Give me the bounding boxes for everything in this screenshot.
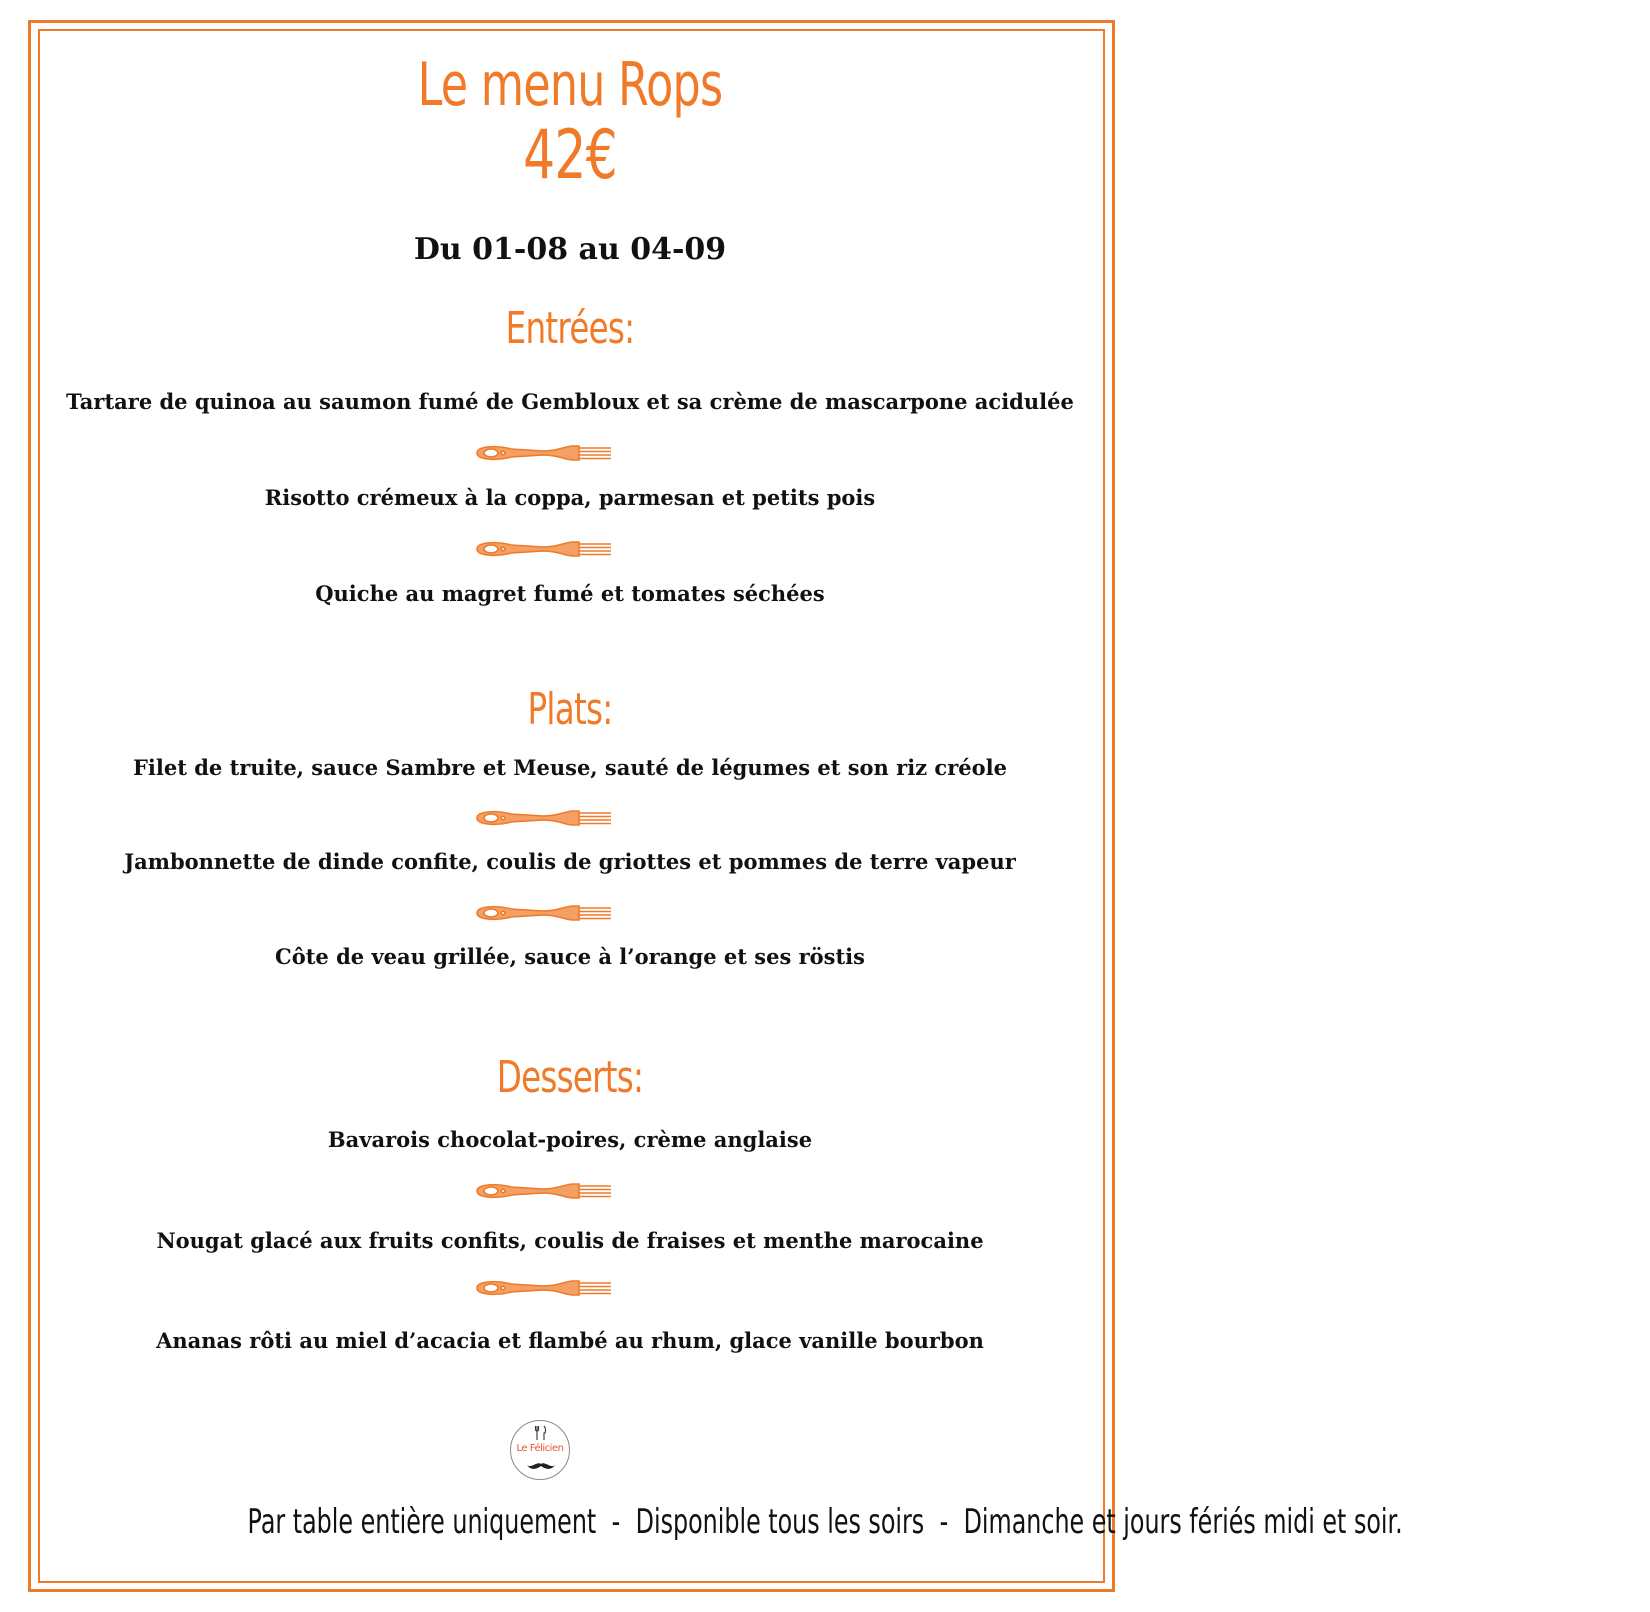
menu-title: Le menu Rops <box>417 50 723 120</box>
dish-item: Nougat glacé aux fruits confits, coulis de fraises et menthe marocaine <box>156 1228 984 1253</box>
footer-separator: - <box>611 1502 621 1542</box>
footer-note-table: Par table entière uniquement <box>247 1502 597 1542</box>
dish-item: Quiche au magret fumé et tomates séchées <box>315 581 825 606</box>
section-heading-desserts: Desserts: <box>496 1052 644 1103</box>
footer-note-evenings: Disponible tous les soirs <box>635 1502 925 1542</box>
logo-name: Le Félicien <box>516 1443 564 1454</box>
fork-divider-icon <box>473 807 615 829</box>
menu-dates: Du 01-08 au 04-09 <box>413 232 727 267</box>
fork-divider-icon <box>473 1277 615 1299</box>
menu-price: 42€ <box>523 116 617 195</box>
mustache-icon <box>527 1461 555 1471</box>
dish-item: Côte de veau grillée, sauce à l’orange et ses röstis <box>275 944 865 969</box>
footer-note-sundays: Dimanche et jours fériés midi et soir. <box>963 1502 1403 1542</box>
section-heading-plats: Plats: <box>527 684 613 735</box>
dish-item: Ananas rôti au miel d’acacia et flambé au rhum, glace vanille bourbon <box>156 1328 984 1353</box>
dish-item: Risotto crémeux à la coppa, parmesan et petits pois <box>264 485 876 510</box>
restaurant-logo <box>510 1420 570 1480</box>
dish-item: Bavarois chocolat-poires, crème anglaise <box>327 1127 813 1152</box>
fork-divider-icon <box>473 442 615 464</box>
footer-separator: - <box>939 1502 949 1542</box>
fork-divider-icon <box>473 538 615 560</box>
fork-divider-icon <box>473 902 615 924</box>
dish-item: Filet de truite, sauce Sambre et Meuse, sauté de légumes et son riz créole <box>133 755 1007 780</box>
fork-knife-icon <box>533 1425 549 1441</box>
dish-item: Tartare de quinoa au saumon fumé de Gembloux et sa crème de mascarpone acidulée <box>66 389 1074 414</box>
dish-item: Jambonnette de dinde confite, coulis de griottes et pommes de terre vapeur <box>124 849 1016 874</box>
section-heading-entrees: Entrées: <box>505 303 635 354</box>
fork-divider-icon <box>473 1180 615 1202</box>
footer-notes <box>0 1502 1403 1542</box>
